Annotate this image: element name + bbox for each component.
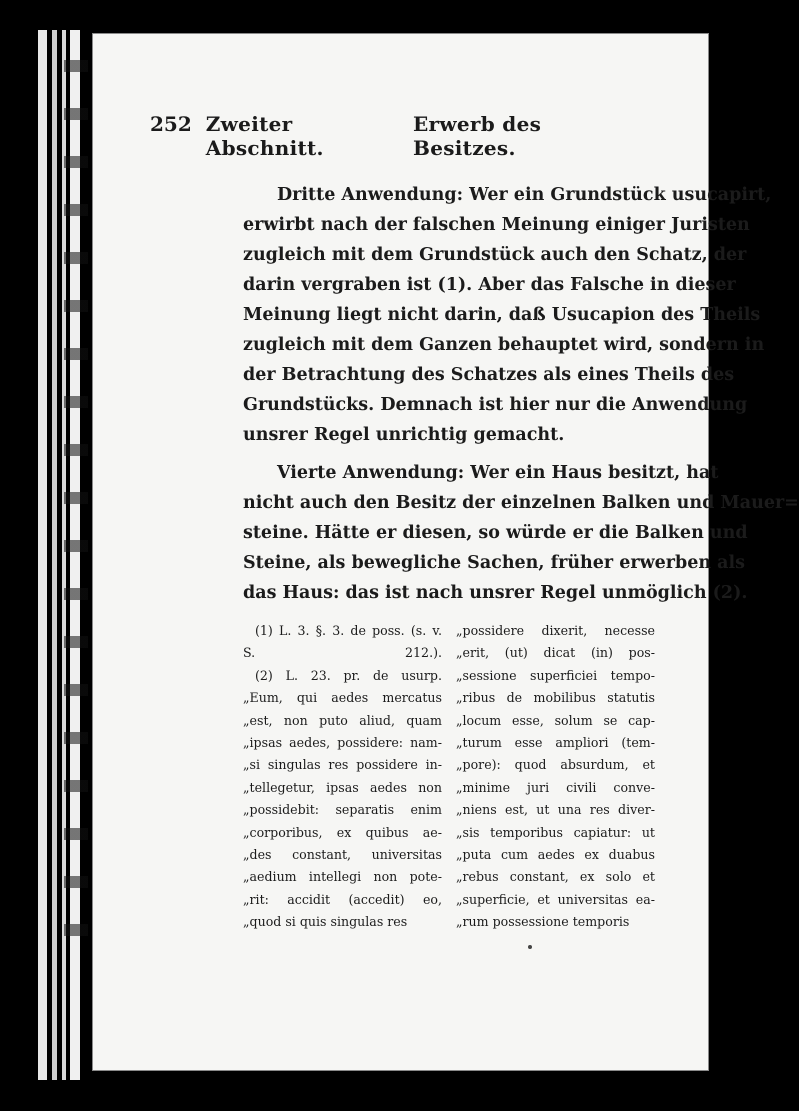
footnote-line: „possidere dixerit, necesse bbox=[456, 623, 655, 638]
footnote-line: „ipsas aedes, possidere: nam- bbox=[243, 734, 442, 750]
text-line: steine. Hätte er diesen, so würde er die Balken und bbox=[243, 523, 748, 543]
footnote-line: „locum esse, solum se cap- bbox=[456, 712, 655, 728]
footnote-line: „corporibus, ex quibus ae- bbox=[243, 824, 442, 840]
footnote-line: (1) L. 3. §. 3. de poss. (s. v. bbox=[255, 623, 442, 638]
footnote-column-right bbox=[456, 620, 655, 933]
footnote-line: „ribus de mobilibus statutis bbox=[456, 690, 655, 706]
footnote-line: „rum possessione temporis bbox=[456, 914, 630, 930]
book-spine-edge bbox=[38, 30, 47, 1080]
footnote-line: S. 212.). bbox=[243, 645, 442, 661]
footnote-line: „aedium intellegi non pote- bbox=[243, 869, 442, 885]
text-line: zugleich mit dem Ganzen behauptet wird, sondern in bbox=[243, 335, 765, 355]
footnote-line: „erit, (ut) dicat (in) pos- bbox=[456, 645, 655, 661]
page-number: 252 bbox=[150, 112, 192, 136]
text-line: Dritte Anwendung: Wer ein Grundstück usucapirt, bbox=[277, 185, 772, 205]
footnote-line: „rebus constant, ex solo et bbox=[456, 869, 655, 885]
footnote-line: „pore): quod absurdum, et bbox=[456, 757, 655, 773]
footnote-line: „turum esse ampliori (tem- bbox=[456, 734, 655, 750]
footnote-line: „sis temporibus capiatur: ut bbox=[456, 824, 655, 840]
running-header bbox=[150, 112, 630, 160]
bleed-through-marks bbox=[64, 60, 88, 960]
footnote-line: „est, non puto aliud, quam bbox=[243, 712, 442, 728]
text-line: Meinung liegt nicht darin, daß Usucapion des Theils bbox=[243, 305, 761, 325]
footnote-line: „superficie, et universitas ea- bbox=[456, 891, 655, 907]
ink-spot bbox=[528, 945, 532, 949]
text-line: Grundstücks. Demnach ist hier nur die Anwendung bbox=[243, 395, 748, 415]
footnote-line: „rit: accidit (accedit) eo, bbox=[243, 891, 442, 907]
footnote-line: „possidebit: separatis enim bbox=[243, 802, 442, 818]
footnote-line: „Eum, qui aedes mercatus bbox=[243, 690, 442, 706]
text-line: darin vergraben ist (1). Aber das Falsche in dieser bbox=[243, 275, 736, 295]
footnote-line: „si singulas res possidere in- bbox=[243, 757, 442, 773]
paragraph-fourth-application bbox=[243, 458, 799, 608]
text-line: unsrer Regel unrichtig gemacht. bbox=[243, 425, 565, 445]
text-line: Steine, als bewegliche Sachen, früher erwerben als bbox=[243, 553, 746, 573]
book-spine-edge bbox=[52, 30, 57, 1080]
footnote-line: „puta cum aedes ex duabus bbox=[456, 846, 655, 862]
text-line: erwirbt nach der falschen Meinung einiger Juristen bbox=[243, 215, 750, 235]
main-text bbox=[243, 180, 799, 616]
paragraph-third-application bbox=[243, 180, 772, 450]
footnote-line: (2) L. 23. pr. de usurp. bbox=[255, 667, 442, 683]
text-line: der Betrachtung des Schatzes als eines Theils des bbox=[243, 365, 735, 385]
text-line: Vierte Anwendung: Wer ein Haus besitzt, hat bbox=[277, 463, 719, 483]
footnote-line: „niens est, ut una res diver- bbox=[456, 802, 655, 818]
footnote-line: „des constant, universitas bbox=[243, 846, 442, 862]
text-line: zugleich mit dem Grundstück auch den Schatz, der bbox=[243, 245, 747, 265]
footnotes bbox=[243, 620, 655, 933]
footnote-line: „sessione superficiei tempo- bbox=[456, 667, 655, 683]
footnote-line: „minime juri civili conve- bbox=[456, 779, 655, 795]
footnote-line: „quod si quis singulas res bbox=[243, 914, 408, 930]
header-subtitle: Erwerb des Besitzes. bbox=[412, 112, 542, 160]
text-line: das Haus: das ist nach unsrer Regel unmöglich (2). bbox=[243, 583, 748, 603]
footnote-line: „tellegetur, ipsas aedes non bbox=[243, 779, 442, 795]
footnote-column-left bbox=[243, 620, 442, 933]
header-title: Zweiter Abschnitt. bbox=[205, 112, 324, 160]
text-line: nicht auch den Besitz der einzelnen Balken und Mauer= bbox=[243, 493, 799, 513]
